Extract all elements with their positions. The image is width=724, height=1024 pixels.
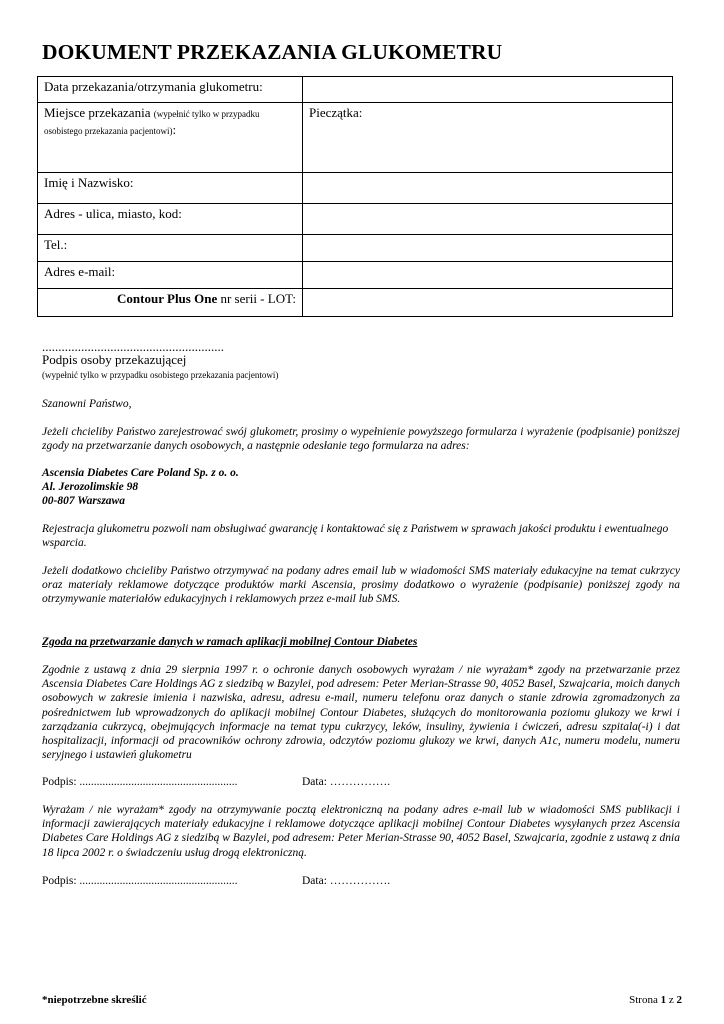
phone-label: Tel.: bbox=[38, 235, 303, 262]
page-total: 2 bbox=[676, 994, 682, 1006]
company-street: Al. Jerozolimskie 98 bbox=[42, 481, 139, 493]
lot-field[interactable] bbox=[303, 289, 673, 317]
name-label: Imię i Nazwisko: bbox=[38, 173, 303, 204]
place-cell[interactable] bbox=[38, 103, 303, 173]
page-current: 1 bbox=[660, 994, 667, 1006]
phone-field[interactable] bbox=[303, 235, 673, 262]
consent1-date-field[interactable]: Data: ……………. bbox=[302, 776, 391, 788]
transferor-signature-label: Podpis osoby przekazującej bbox=[42, 352, 187, 367]
consent-email-text: Wyrażam / nie wyrażam* zgody na otrzymywanie pocztą elektroniczną na podany adres e-mail lub w wiadomości SMS publikacji i informacji zawierających materiały edukacyjne i reklamowe dotyczące aplikacji mobilnej Contour Diabetes wysyłanych przez Ascensia Diabetes Care Holdings AG z siedzibą w Bazylei, pod adresem: Peter Merian-Strasse 90, 4052 Basel, Szwajcaria, zgodnie z ustawą z dnia 18 lipca 2002 r. o świadczeniu usług drogą elektroniczną. bbox=[42, 804, 680, 859]
transferor-signature-note: (wypełnić tylko w przypadku osobistego przekazania pacjentowi) bbox=[42, 370, 279, 380]
consent2-signature-field[interactable]: Podpis: ....................................................... bbox=[42, 875, 238, 887]
lot-label-cell bbox=[38, 289, 303, 317]
name-field[interactable] bbox=[303, 173, 673, 204]
registration-paragraph: Rejestracja glukometru pozwoli nam obsługiwać gwarancję i kontaktować się z Państwem w sprawach jakości produktu i ewentualnego wsparcia. bbox=[42, 523, 669, 550]
stamp-label: Pieczątka: bbox=[309, 105, 363, 120]
date-label: Data przekazania/otrzymania glukometru: bbox=[38, 77, 303, 103]
email-label: Adres e-mail: bbox=[38, 262, 303, 289]
address-field[interactable] bbox=[303, 204, 673, 235]
stamp-cell[interactable] bbox=[303, 103, 673, 173]
letter-intro: Jeżeli chcieliby Państwo zarejestrować swój glukometr, prosimy o wypełnienie powyższego formularza i wyrażenie (podpisanie) poniższej zgody na przetwarzanie danych osobowych, a następnie odesłanie tego formularza na adres: bbox=[42, 426, 680, 453]
transfer-form-table bbox=[37, 76, 673, 317]
consent-heading: Zgoda na przetwarzanie danych w ramach aplikacji mobilnej Contour Diabetes bbox=[42, 636, 418, 648]
letter-greeting: Szanowni Państwo, bbox=[42, 398, 132, 410]
place-note: (wypełnić tylko w przypadku osobistego przekazania pacjentowi) bbox=[44, 109, 260, 136]
place-label: Miejsce przekazania bbox=[44, 105, 151, 120]
consent2-date-field[interactable]: Data: ……………. bbox=[302, 875, 391, 887]
footnote: *niepotrzebne skreślić bbox=[42, 994, 147, 1006]
form-row-name bbox=[38, 173, 673, 204]
form-row-date bbox=[38, 77, 673, 103]
page-prefix: Strona bbox=[629, 994, 658, 1006]
document-title: DOKUMENT PRZEKAZANIA GLUKOMETRU bbox=[42, 40, 503, 64]
transferor-signature-line[interactable]: ........................................................ bbox=[42, 339, 224, 354]
page-separator: z bbox=[668, 994, 674, 1006]
form-row-place bbox=[38, 103, 673, 173]
form-row-address bbox=[38, 204, 673, 235]
lot-product-name: Contour Plus One bbox=[117, 291, 218, 306]
consent-processing-text: Zgodnie z ustawą z dnia 29 sierpnia 1997 r. o ochronie danych osobowych wyrażam / nie wyrażam* zgody na przetwarzanie przez Ascensia Diabetes Care Holdings AG z siedzibą w Bazylei, pod adresem: Peter Merian-Strasse 90, 4052 Basel, Szwajcaria, moich danych osobowych w zakresie imienia i nazwiska, adresu, adresu e-mail, numeru telefonu oraz danych o stanie zdrowia zgromadzonych za pośrednictwem lub wprowadzonych do aplikacji mobilnej Contour Diabetes, służących do monitorowania poziomu glukozy we krwi i zarządzania cukrzycą, obejmujących informacje na temat typu cukrzycy, leków, insuliny, żywienia i ćwiczeń, adresu szpitala(-i) i dat hospitalizacji, informacji od pracowników ochrony zdrowia, odczytów poziomu glukozy we krwi, danych A1c, numeru modelu, numeru seryjnego i ustawień glukometru bbox=[42, 664, 680, 762]
form-row-phone bbox=[38, 235, 673, 262]
email-field[interactable] bbox=[303, 262, 673, 289]
marketing-paragraph: Jeżeli dodatkowo chcieliby Państwo otrzymywać na podany adres email lub w wiadomości SMS materiały edukacyjne na temat cukrzycy oraz materiały reklamowe dotyczące produktów marki Ascensia, prosimy dodatkowo o wyrażenie (podpisanie) poniższej zgody na otrzymywanie materiałów edukacyjnych i reklamowych przez e-mail lub SMS. bbox=[42, 565, 680, 606]
consent1-signature-field[interactable]: Podpis: ....................................................... bbox=[42, 776, 238, 788]
company-city: 00-807 Warszawa bbox=[42, 495, 125, 507]
form-row-email bbox=[38, 262, 673, 289]
company-name: Ascensia Diabetes Care Poland Sp. z o. o. bbox=[42, 467, 239, 479]
date-field[interactable] bbox=[303, 77, 673, 103]
address-label: Adres - ulica, miasto, kod: bbox=[38, 204, 303, 235]
page-number bbox=[629, 994, 682, 1006]
form-row-lot bbox=[38, 289, 673, 317]
place-colon: : bbox=[172, 122, 177, 137]
lot-label: nr serii - LOT: bbox=[220, 291, 296, 306]
